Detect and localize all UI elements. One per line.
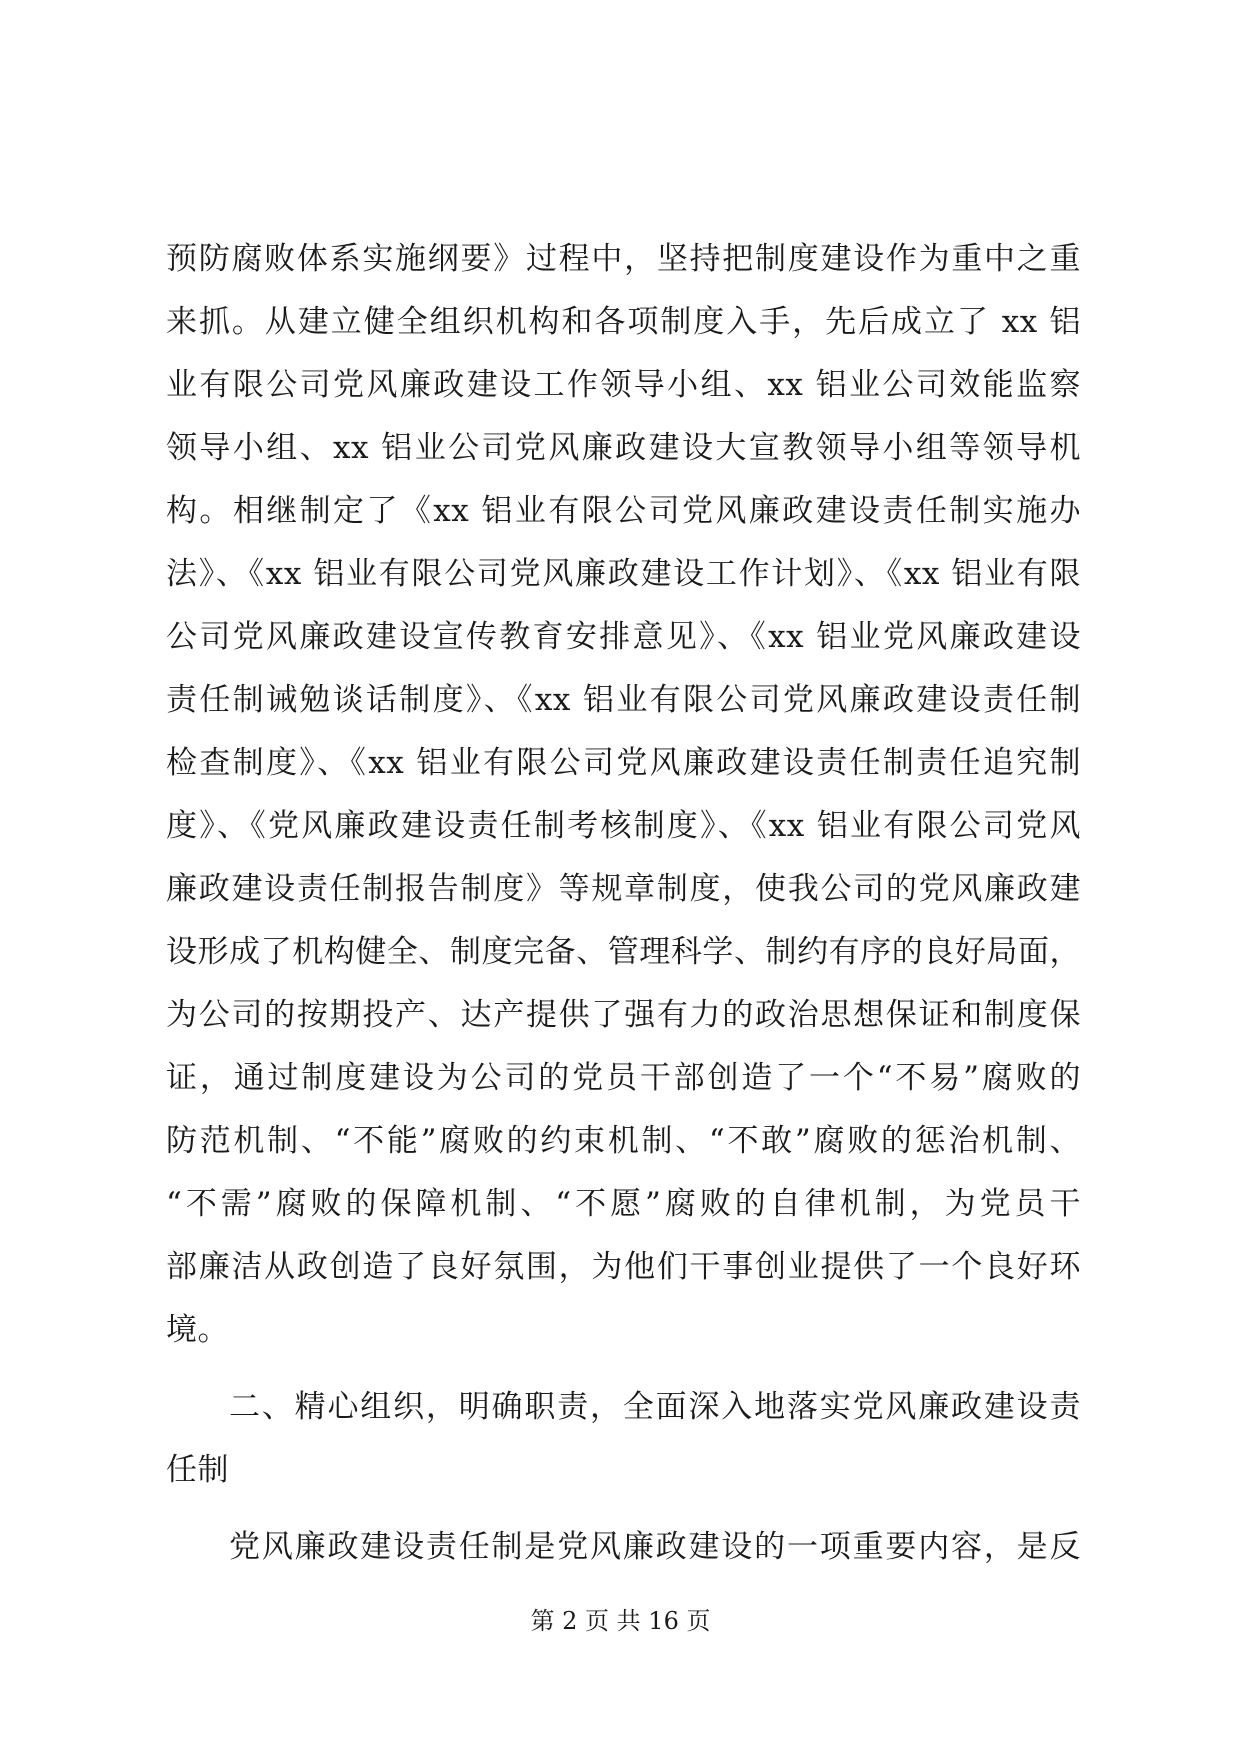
text-line: 责任制诫勉谈话制度》、《xx 铝业有限公司党风廉政建设责任制 [166, 682, 1081, 718]
page-number: 第 2 页 共 16 页 [530, 1607, 711, 1635]
heading-line: 二、精心组织，明确职责，全面深入地落实党风廉政建设责 [229, 1389, 1081, 1425]
paragraph-2 [166, 1516, 1081, 1579]
text-line: 法》、《xx 铝业有限公司党风廉政建设工作计划》、《xx 铝业有限 [166, 556, 1081, 592]
text-line: 领导小组、xx 铝业公司党风廉政建设大宣教领导小组等领导机 [166, 430, 1081, 466]
text-line: 公司党风廉政建设宣传教育安排意见》、《xx 铝业党风廉政建设 [166, 619, 1081, 655]
text-line: 度》、《党风廉政建设责任制考核制度》、《xx 铝业有限公司党风 [166, 808, 1081, 844]
text-line: 境。 [166, 1312, 229, 1348]
body-text [166, 228, 1081, 1579]
paragraph-1 [166, 228, 1081, 1362]
text-line: 证，通过制度建设为公司的党员干部创造了一个“不易”腐败的 [166, 1060, 1081, 1096]
text-line: 预防腐败体系实施纲要》过程中，坚持把制度建设作为重中之重 [166, 241, 1081, 277]
text-line: 检查制度》、《xx 铝业有限公司党风廉政建设责任制责任追究制 [166, 745, 1081, 781]
text-line: 为公司的按期投产、达产提供了强有力的政治思想保证和制度保 [166, 997, 1081, 1033]
section-heading [166, 1376, 1081, 1502]
text-line: 廉政建设责任制报告制度》等规章制度，使我公司的党风廉政建 [166, 871, 1081, 907]
heading-line: 任制 [166, 1452, 229, 1488]
text-line: “不需”腐败的保障机制、“不愿”腐败的自律机制，为党员干 [166, 1186, 1081, 1222]
text-line: 构。相继制定了《xx 铝业有限公司党风廉政建设责任制实施办 [166, 493, 1081, 529]
text-line: 来抓。从建立健全组织机构和各项制度入手，先后成立了 xx 铝 [166, 304, 1081, 340]
text-line: 党风廉政建设责任制是党风廉政建设的一项重要内容，是反 [229, 1529, 1081, 1565]
text-line: 业有限公司党风廉政建设工作领导小组、xx 铝业公司效能监察 [166, 367, 1081, 403]
text-line: 部廉洁从政创造了良好氛围，为他们干事创业提供了一个良好环 [166, 1249, 1081, 1285]
page-footer [0, 1606, 1241, 1636]
text-line: 设形成了机构健全、制度完备、管理科学、制约有序的良好局面， [166, 934, 1081, 970]
text-line: 防范机制、“不能”腐败的约束机制、“不敢”腐败的惩治机制、 [166, 1123, 1081, 1159]
